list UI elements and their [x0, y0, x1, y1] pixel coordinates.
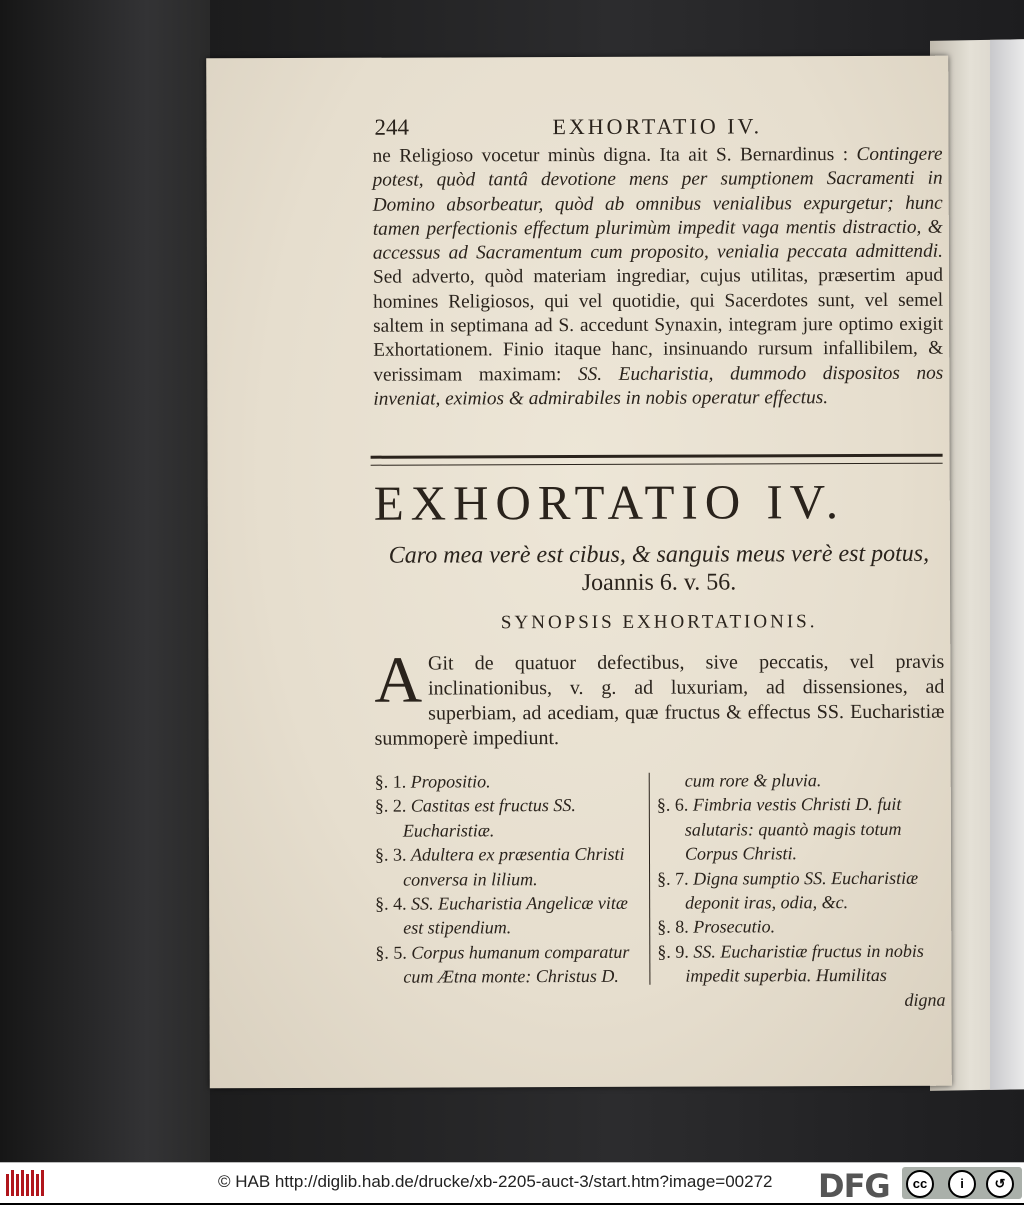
dfg-logo: DFG — [818, 1167, 890, 1205]
table-of-sections — [374, 768, 946, 1010]
synopsis-summary — [374, 643, 945, 752]
body-segment: SS. Eucharistia, dummodo dispositos nos inveniat, eximios & admirabiles in nobis operatur effectus. — [373, 362, 944, 410]
section-summary: Corpus humanum comparatur cum Ætna monte: Christus D. — [403, 941, 630, 987]
toc-right-entries — [657, 792, 946, 988]
section-number: §. 3. — [374, 844, 412, 865]
section-number: §. 5. — [375, 942, 412, 963]
synopsis-heading: SYNOPSIS EXHORTATIONIS. — [500, 611, 818, 634]
by-icon: i — [948, 1170, 976, 1198]
toc-entry — [375, 793, 647, 843]
section-summary: Propositio. — [410, 771, 491, 792]
section-number: §. 9. — [657, 941, 694, 962]
toc-entry — [657, 914, 945, 939]
catchword: digna — [904, 989, 946, 1010]
running-title: EXHORTATIO IV. — [552, 113, 763, 140]
cc-license-badge[interactable] — [902, 1167, 1022, 1199]
section-title: EXHORTATIO IV. — [373, 474, 846, 531]
section-summary: SS. Eucharistiæ fructus in nobis impedit superbia. Humilitas — [685, 940, 924, 986]
toc-entry — [375, 940, 647, 990]
body-segment: Sed adverto, quòd materiam ingrediar, cujus utilitas, præsertim apud homines Religiosos, qui vel quotidie, qui Sacerdotes sunt, vel semel saltem in septimana ad S. accedunt Synaxin, integram jure optimo exigit Exhortationem. Finio itaque hanc, insinuando rursum infallibilem, & verissimam maximam: — [372, 265, 944, 386]
body-paragraph — [373, 143, 944, 412]
toc-entry — [375, 891, 647, 941]
toc-column-left — [375, 769, 648, 990]
scanner-background — [0, 0, 210, 1162]
summary-text: Git de quatuor defectibus, sive peccatis, vel pravis inclinationibus, v. g. ad luxuriam, ad dissensiones, ad superbiam, ad acediam, quæ fructus & effectus SS. Eucharistiæ summoperè impediunt. — [374, 650, 945, 750]
motto-text: Caro mea verè est cibus, & sanguis meus verè est potus, — [388, 540, 930, 569]
column-divider — [649, 773, 651, 985]
toc-entry — [657, 865, 945, 915]
cc-icon: cc — [906, 1170, 934, 1198]
motto — [374, 540, 944, 598]
page-edge-highlight — [990, 39, 1024, 1090]
body-text — [373, 143, 944, 412]
drop-cap: A — [374, 643, 423, 717]
section-summary: Adultera ex præsentia Christi conversa in lilium. — [403, 844, 625, 890]
toc-entry — [657, 792, 945, 866]
toc-entry — [657, 939, 945, 989]
section-number: §. 7. — [657, 868, 694, 889]
running-header — [374, 113, 974, 139]
section-number: §. 6. — [656, 795, 693, 816]
motto-citation: Joannis 6. v. 56. — [581, 569, 737, 596]
section-summary: Fimbria vestis Christi D. fuit salutaris: quantò magis totum Corpus Christi. — [684, 794, 902, 864]
book-page — [206, 56, 952, 1089]
section-summary: Digna sumptio SS. Eucharistiæ deponit iras, odia, &c. — [685, 867, 919, 913]
section-summary: SS. Eucharistia Angelicæ vitæ est stipendium. — [403, 892, 628, 939]
hab-logo-icon — [6, 1170, 46, 1196]
section-rule — [371, 454, 943, 466]
page-number: 244 — [374, 114, 409, 140]
sa-icon: ↺ — [986, 1170, 1014, 1198]
body-segment: Contingere potest, quòd tantâ devotione mens per sumptionem Sacramenti in Domino absorbeatur, quòd ab omnibus venialibus expurgetur; hunc tamen perfectionis effectum plurimùm impedit vaga mentis distractio, & accessus ad Sacramentum cum proposito, venialia peccata admittendi. — [372, 143, 943, 264]
copyright-link[interactable]: © HAB http://diglib.hab.de/drucke/xb-2205-auct-3/start.htm?image=00272 — [218, 1172, 773, 1191]
section-summary: Castitas est fructus SS. Eucharistiæ. — [402, 795, 576, 841]
toc-entry — [375, 842, 647, 892]
viewer-footer — [0, 1162, 1024, 1203]
toc-continuation: cum rore & pluvia. — [684, 770, 822, 791]
toc-column-right — [657, 768, 946, 1013]
section-number: §. 4. — [375, 893, 412, 914]
section-number: §. 2. — [374, 795, 411, 817]
toc-entry — [375, 769, 647, 794]
section-summary: Prosecutio. — [693, 916, 776, 938]
section-number: §. 1. — [374, 771, 411, 792]
section-number: §. 8. — [657, 917, 694, 938]
body-segment: ne Religioso vocetur minùs digna. Ita ait S. Bernardinus : — [372, 144, 857, 167]
